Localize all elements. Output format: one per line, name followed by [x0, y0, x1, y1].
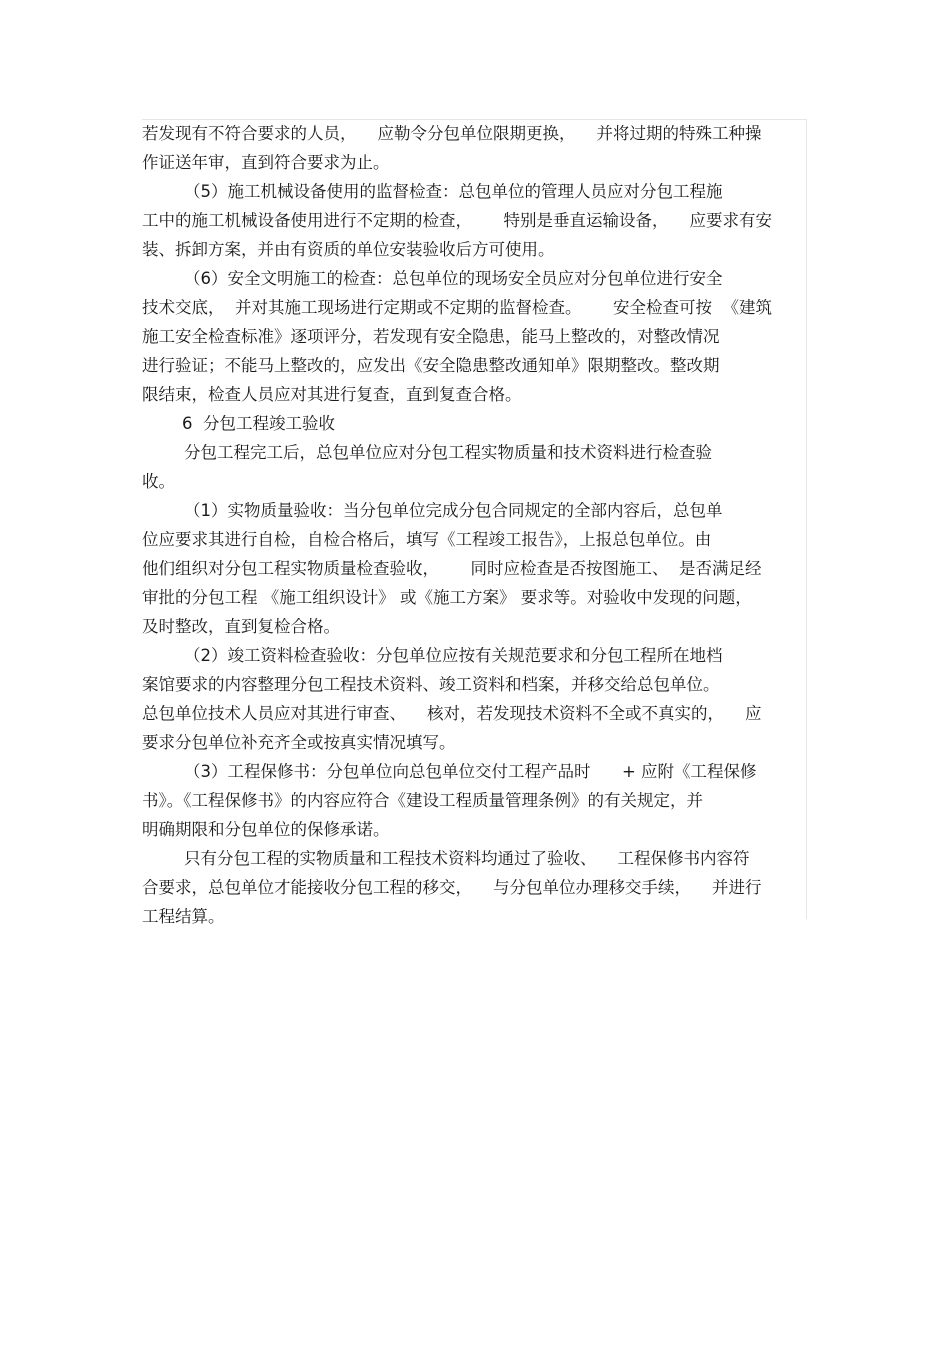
text-line: 工中的施工机械设备使用进行不定期的检查， 特别是垂直运输设备， 应要求有安	[142, 211, 772, 230]
text-block	[142, 119, 807, 926]
section-heading: 6 分包工程竣工验收	[182, 414, 335, 433]
text-line: 作证送年审，直到符合要求为止。	[142, 153, 390, 172]
text-line: 明确期限和分包单位的保修承诺。	[142, 820, 390, 839]
text-line: 工程结算。	[142, 907, 225, 926]
text-line: 收。	[142, 472, 175, 491]
paragraph-start: （6）安全文明施工的检查：总包单位的现场安全员应对分包单位进行安全	[184, 269, 723, 288]
text-line: 要求分包单位补充齐全或按真实情况填写。	[142, 733, 456, 752]
paragraph-start: （3）工程保修书：分包单位向总包单位交付工程产品时 + 应附《工程保修	[184, 762, 757, 781]
text-line: 进行验证；不能马上整改的，应发出《安全隐患整改通知单》限期整改。整改期	[142, 356, 720, 375]
text-line: 装、拆卸方案，并由有资质的单位安装验收后方可使用。	[142, 240, 555, 259]
paragraph-start: （1）实物质量验收：当分包单位完成分包合同规定的全部内容后，总包单	[184, 501, 723, 520]
paragraph-start: 只有分包工程的实物质量和工程技术资料均通过了验收、 工程保修书内容符	[184, 849, 750, 868]
text-line: 施工安全检查标准》逐项评分，若发现有安全隐患，能马上整改的，对整改情况	[142, 327, 720, 346]
text-line: 他们组织对分包工程实物质量检查验收， 同时应检查是否按图施工、 是否满足经	[142, 559, 762, 578]
text-line: 位应要求其进行自检，自检合格后，填写《工程竣工报告》，上报总包单位。由	[142, 530, 712, 549]
paragraph-start: （5）施工机械设备使用的监督检查：总包单位的管理人员应对分包工程施	[184, 182, 723, 201]
text-line: 若发现有不符合要求的人员， 应勒令分包单位限期更换， 并将过期的特殊工种操	[142, 124, 762, 143]
text-line: 案馆要求的内容整理分包工程技术资料、竣工资料和档案，并移交给总包单位。	[142, 675, 720, 694]
text-line: 及时整改，直到复检合格。	[142, 617, 340, 636]
text-line: 书》。《工程保修书》的内容应符合《建设工程质量管理条例》的有关规定，并	[142, 791, 703, 810]
text-line: 限结束，检查人员应对其进行复查，直到复查合格。	[142, 385, 522, 404]
paragraph-start: （2）竣工资料检查验收：分包单位应按有关规范要求和分包工程所在地档	[184, 646, 723, 665]
text-line: 审批的分包工程 《施工组织设计》 或《施工方案》 要求等。对验收中发现的问题，	[142, 588, 752, 607]
text-line: 总包单位技术人员应对其进行审查、 核对，若发现技术资料不全或不真实的， 应	[142, 704, 762, 723]
text-line: 合要求，总包单位才能接收分包工程的移交， 与分包单位办理移交手续， 并进行	[142, 878, 762, 897]
paragraph-start: 分包工程完工后，总包单位应对分包工程实物质量和技术资料进行检查验	[184, 443, 712, 462]
text-line: 技术交底， 并对其施工现场进行定期或不定期的监督检查。 安全检查可按 《建筑	[142, 298, 772, 317]
